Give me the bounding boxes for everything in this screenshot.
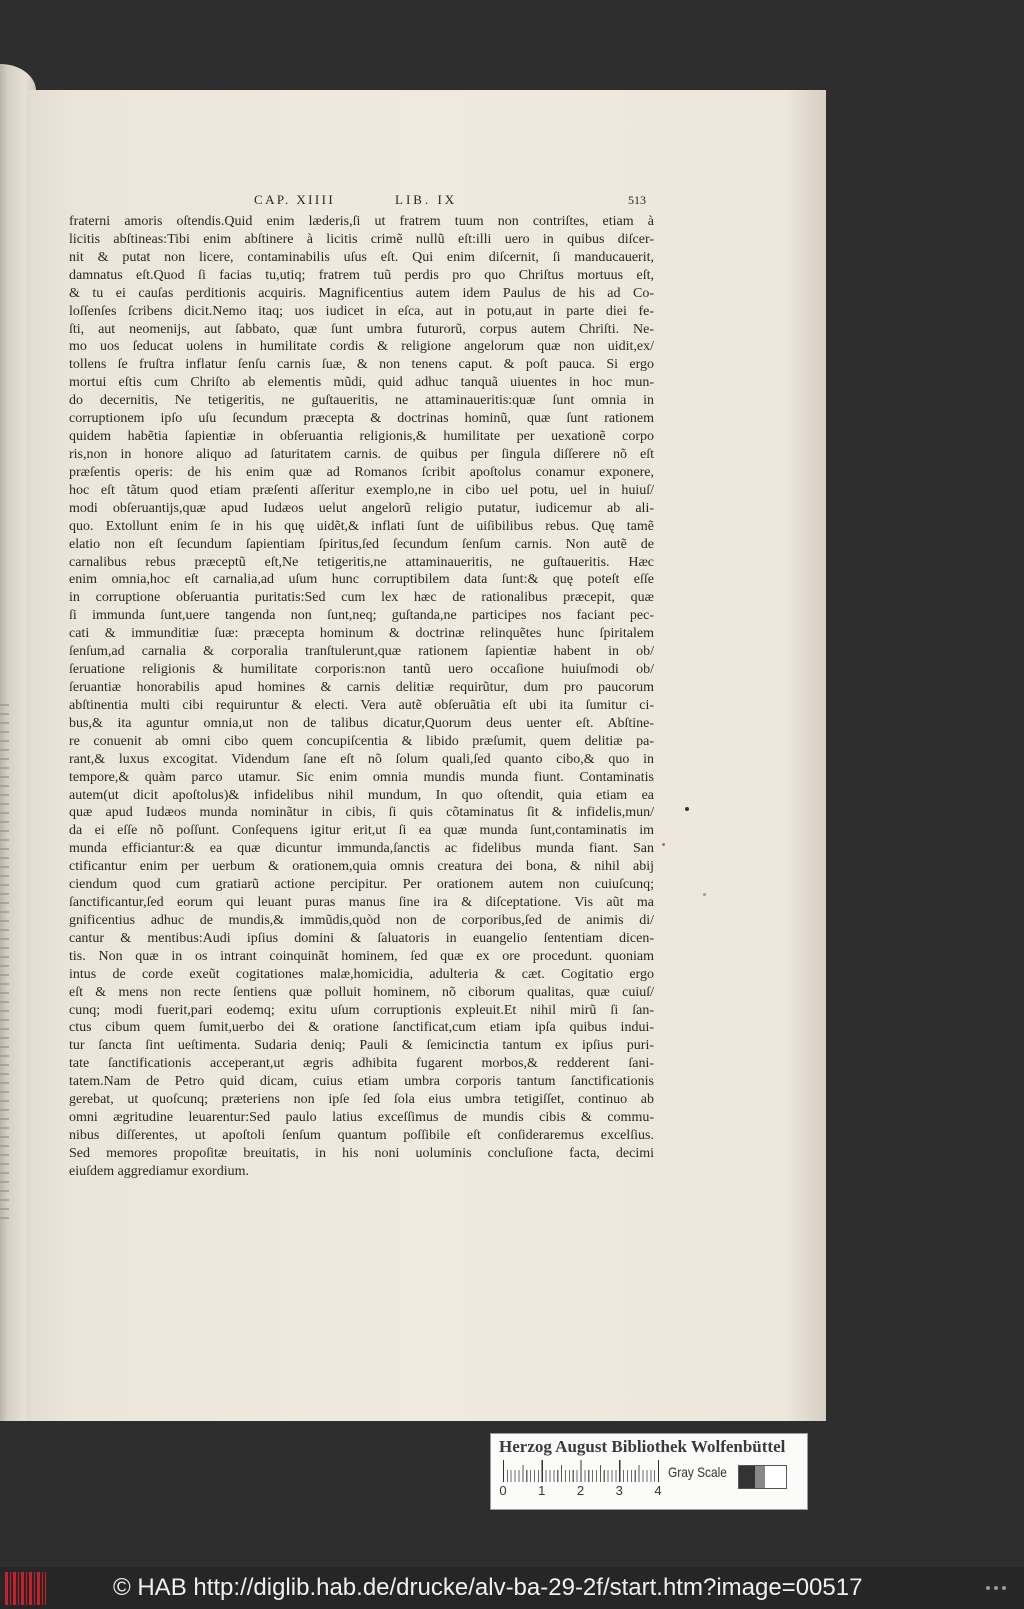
text-line: tur ſancta ſint ueſtimenta. Sudaria deniq; Pauli & ſemicinctia tantum ex ipſius puri- (69, 1038, 654, 1054)
text-line: rant,& luxus excogitat. Videndum ſane eſt nõ ſolum quali,ſed quanto cibo,& quo in (69, 751, 654, 767)
gray-step-light (765, 1466, 786, 1488)
text-line: cunq; modi fuerit,pari eodemq; exitu uſum corruptionis expleuit.Et nihil mirũ ſi ſan- (69, 1002, 654, 1018)
running-head-chapter: CAP. XIIII (254, 192, 336, 207)
scan-speck (662, 843, 665, 846)
text-line: gerebat, ut quoſcunq; præteriens non ipſe ſed ſola eius umbra tetigiſſet, continuo ab (69, 1092, 654, 1108)
text-line: ctus cibum quem ſumit,uerbo dei & oratione ſanctificat,cum etiam ipſa quibus indui- (69, 1020, 654, 1036)
folio-number: 513 (628, 193, 646, 207)
ruler-number: 3 (615, 1483, 623, 1498)
text-line: ris,non in honore aliquo ad ſaturitatem carnis. de quibus per ſingula diſſerere nõ eſt (69, 446, 654, 462)
text-line: re conuenit ab omni cibo quem concupiſcentia & libido præſumit, quem delitiæ pa- (69, 733, 654, 749)
text-line: loſſenſes ſcribens dicit.Nemo itaq; uos iudicet in eſca, aut in potu,aut in parte diei fe- (69, 303, 654, 319)
text-line: & tu ei cauſas perditionis acquiris. Magnificentius autem idem Paulus de his ad Co- (69, 285, 654, 301)
text-line: carnalibus rebus præceptũ eſt,Ne tetigeritis,ne attaminaueritis, ne guſtaueritis. Hæc (69, 554, 654, 570)
text-line: tate ſanctificationis acceperant,ut ægris adhibita fugarent morbos,& redderent ſani- (69, 1056, 654, 1072)
text-line: cati & immunditiæ ſuæ: præcepta hominum & doctrinæ relinquẽtes hunc ſpiritalem (69, 626, 654, 642)
text-line: gnificentius adhuc de mundis,& immũdis,quòd non de corporibus,ſed de animis di/ (69, 912, 654, 928)
text-line: Sed memores propoſitæ breuitatis, in his noni uoluminis concluſione facta, decimi (69, 1145, 654, 1161)
text-line: munda efficiantur:& ea quæ dicuntur immunda,ſanctis ac fidelibus munda fiant. San (69, 841, 654, 857)
text-line: mortui eſtis cum Chriſto ab elementis mũdi, quid adhuc tanquã uiuentes in hoc mun- (69, 375, 654, 391)
ruler-number: 4 (654, 1483, 662, 1498)
text-line: tis. Non quæ in os intrant coinquinãt hominem, ſed quæ ex ore procedunt. quoniam (69, 948, 654, 964)
text-line: ciendum quod cum gratiarũ actione percipitur. Per orationem autem non cuiuſcunq; (69, 877, 654, 893)
ruler-number: 0 (499, 1483, 507, 1498)
text-line: nit & putat non licere, contaminabilis uſus eſt. Qui enim diſcernit, ſi manducauerit, (69, 249, 654, 265)
scan-speck (685, 807, 689, 811)
color-reference-card (490, 1433, 808, 1510)
text-line: licitis abſtineas:Tibi enim abſtinere à licitis crimẽ nullũ eſt:illi uero in quibus diſcer- (69, 231, 654, 247)
page-text-block (69, 213, 654, 1181)
gray-step-mid (755, 1466, 765, 1488)
running-head-book: LIB. IX (395, 192, 458, 207)
text-line: modi obſeruantijs,quæ apud Iudæos uelut angelorũ religio putatur, iudicemur ab ali- (69, 500, 654, 516)
text-line: do decernitis, Ne tetigeritis, ne guſtaueritis, ne attaminaueritis:quæ ſunt omnia in (69, 393, 654, 409)
text-line: eſt & mens non recte ſentiens quæ polluit hominem, nõ ciborum qualitas, quæ cuiuſ/ (69, 984, 654, 1000)
text-line: quo. Extollunt enim ſe in his quę uidẽt,& inflati ſunt de uiſibilibus rebus. Quę tamẽ (69, 518, 654, 534)
text-line: in corruptione obſeruantia puritatis:Sed cum lex hæc de rationalibus præcepit, quæ (69, 590, 654, 606)
ruler-cm-ticks (503, 1460, 660, 1482)
text-line: ſenſum,ad carnalia & corporalia tranſtulerunt,quæ rationem ſapientiæ habent in ob/ (69, 644, 654, 660)
scan-speck (703, 893, 706, 896)
text-line: hoc eſt tãtum quod etiam præſenti aſſeritur exemplo,ne in cibo uel potu, uel in huiuſ/ (69, 482, 654, 498)
gray-step-dark (739, 1466, 755, 1488)
gray-scale-label: Gray Scale (668, 1464, 727, 1480)
page-edge-marks (0, 704, 9, 1224)
text-line: autem(ut dicit apoſtolus)& infidelibus nihil mundum, In quo oſtendit, quia etiam ea (69, 787, 654, 803)
text-line: quæ apud Iudæos munda nominãtur in cibis, ſi quis cõtaminatus ſit & infidelis,mun/ (69, 805, 654, 821)
text-line: da ei eſſe nõ poſſunt. Conſequens igitur erit,ut ſi ea quæ munda ſunt,contaminatis im (69, 823, 654, 839)
text-line: quidem habẽtia ſapientiæ in obſeruantia religionis,& humilitate per uexationẽ corpo (69, 429, 654, 445)
barcode-icon (5, 1572, 46, 1605)
text-line: tatem.Nam de Petro quid dicam, cuius etiam umbra corporis tantum ſanctificationis (69, 1074, 654, 1090)
viewer-footer (0, 1567, 1024, 1609)
gray-scale-swatch (738, 1465, 787, 1489)
text-line: bus,& ita aguntur omnia,ut non de talibus dicatur,Quorum deus uenter eſt. Abſtine- (69, 715, 654, 731)
text-line: ſi immunda ſunt,uere tangenda non ſunt,neq; guſtanda,ne participes nos faciant pec- (69, 608, 654, 624)
text-line: tempore,& quàm parco utamur. Sic enim omnia mundis munda fiunt. Contaminatis (69, 769, 654, 785)
text-line: nibus diſſerentes, ut apoſtoli ſenſum quantum poſſibile eſt conſideraremus excelſius. (69, 1128, 654, 1144)
library-name: Herzog August Bibliothek Wolfenbüttel (499, 1437, 786, 1456)
text-line: omni ægritudine leuarentur:Sed paulo latius exceſſimus de mundis cibis & commu- (69, 1110, 654, 1126)
book-page (29, 90, 826, 1421)
cm-ruler (503, 1460, 660, 1482)
text-line: tollens ſe fruſtra inflatur ſenſu carnis ſuæ, & non tenens caput. & poſt pauca. Si ergo (69, 357, 654, 373)
ruler-number: 2 (576, 1483, 585, 1498)
text-line: mo uos ſeducat uolens in humilitate cordis & religione angelorum quæ non uidit,ex/ (69, 339, 654, 355)
text-line: abſtinentia multi cibi requiruntur & electi. Vera autẽ obſeruãtia eſt ubi ita ſumitur ci- (69, 697, 654, 713)
text-line: ſeruatione religionis & humilitate corporis:non tantũ uero occaſione huiuſmodi ob/ (69, 662, 654, 678)
text-line: eiuſdem aggrediamur exordium. (69, 1163, 249, 1179)
text-line: intus de corde exeũt cogitationes malæ,homicidia, adulteria & cæt. Cogitatio ergo (69, 966, 654, 982)
text-line: ſanctificantur,ſed eorum qui leuant puras manus ſine ira & diſceptatione. Vis aũt ma (69, 895, 654, 911)
text-line: enim omnia,hoc eſt carnalia,ad uſum hunc corruptibilem data ſunt:& quę poteſt eſſe (69, 572, 654, 588)
text-line: fraterni amoris oſtendis.Quid enim læderis,ſi ut fratrem tuum non contriſtes, etiam à (69, 214, 654, 229)
copyright-url[interactable]: © HAB http://diglib.hab.de/drucke/alv-ba-29-2f/start.htm?image=00517 (113, 1574, 863, 1601)
text-line: elatio non eſt ſecundum ſapientiam ſpiritus,ſed ſecundum ſenſum carnis. Non autẽ de (69, 536, 654, 552)
text-line: cantur & mentibus:Audi ipſius domini & ſaluatoris in euangelio ſententiam dicen- (69, 930, 654, 946)
text-line: ſeruantiæ honorabilis apud homines & carnis delitiæ requirũtur, dum pro paucorum (69, 679, 654, 695)
text-line: ctificantur enim per uerbum & orationem,quia omnis creatura dei bona, & nihil abij (69, 859, 654, 875)
ruler-number: 1 (538, 1483, 546, 1498)
text-line: damnatus eſt.Quod ſi facias tu,utiq; fratrem tuũ perdis pro quo Chriſtus mortuus eſt, (69, 267, 654, 283)
more-icon[interactable] (986, 1584, 1008, 1592)
text-line: ſti, aut neomenijs, aut ſabbato, quæ ſunt umbra futurorũ, corpus autem Chriſti. Ne- (69, 321, 654, 337)
text-line: corruptionem ipſo uſu ſecundum præcepta & doctrinas hominũ, quæ ſunt rationem (69, 411, 654, 427)
text-line: præſentis operis: de his enim quæ ad Romanos ſcribit apoſtolus conamur exponere, (69, 464, 654, 480)
